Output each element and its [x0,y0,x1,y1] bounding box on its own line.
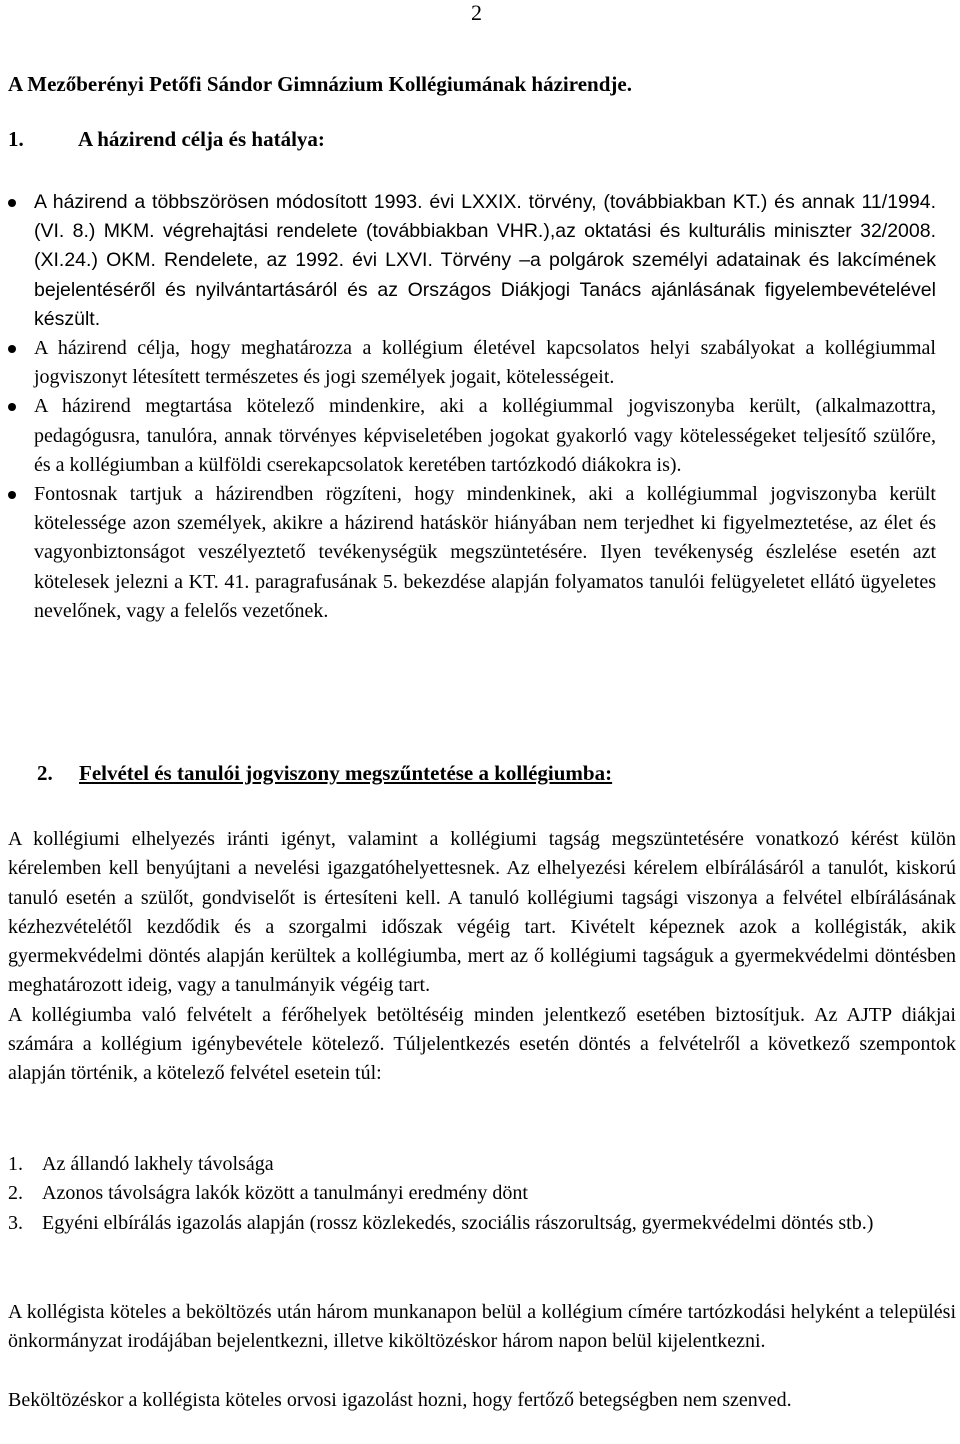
section-1-heading [8,126,325,152]
section-2-heading-text: Felvétel és tanulói jogviszony megszűntetése a kollégiumba: [79,761,613,785]
bullet-icon [8,345,16,353]
bullet-text: A házirend a többszörösen módosított 1993. évi LXXIX. törvény, (továbbiakban KT.) és annak 11/1994. (VI. 8.) MKM. végrehajtási rendelete (továbbiakban VHR.),az oktatási és kulturális miniszter 32/2008. (XI.24.) OKM. Rendelete, az 1992. évi LXVI. Törvény –a polgárok személyi adatainak és lakcímének bejelentéséről és nyilvántartásáról és az Országos Diákjogi Tanács ajánlásának figyelembevételével készült. [34,191,936,330]
criteria-item [8,1209,942,1238]
bullet-item [0,480,936,626]
section-2-number: 2. [37,761,53,785]
criteria-number: 2. [8,1182,23,1205]
bullet-icon [8,491,16,499]
admission-paragraph-part-1: A kollégiumi elhelyezés iránti igényt, valamint a kollégiumi tagság megszüntetésére vonatkozó kérést külön kérelemben kell benyújtani a nevelési igazgatóhelyettesnek. Az elhelyezési kérelem elbírálásáról a tanulót, kiskorú tanuló esetén a szülőt, gondviselőt is értesíteni kell. A tanuló kollégiumi tagsági viszonya a felvétel elbírálásának kézhezvételétől kezdődik és a szorgalmi időszak végéig tart. Kivételt képeznek azok a kollégisták, akik gyermekvédelmi döntés alapján kerültek a kollégiumba, mert az ő kollégiumi tagságuk a gyermekvédelmi döntésben meghatározott ideig, vagy a tanulmányik végéig tart. [8,828,956,997]
section-1-bullet-list [0,188,960,626]
section-1-heading-text: A házirend célja és hatálya: [78,127,325,151]
admission-paragraph [8,825,956,1089]
bullet-text: A házirend megtartása kötelező mindenkire, aki a kollégiummal jogviszonyba került, (alkalmazottra, pedagógusra, tanulóra, annak törvényes képviseletében jogokat gyakorló vagy kötelességeket teljesítő szülőre, és a kollégiumban a külföldi cserekapcsolatok keretében tartózkodó diákokra is). [34,395,936,476]
bullet-item [0,334,936,392]
document-title: A Mezőberényi Petőfi Sándor Gimnázium Kollégiumának házirendje. [8,72,632,96]
admission-criteria-list [8,1150,956,1238]
bullet-text: Fontosnak tartjuk a házirendben rögzíteni, hogy mindenkinek, aki a kollégiummal jogviszonyba került kötelessége azon személyek, akikre a házirend hatáskör hiányában nem terjedhet ki figyelmeztetése, az élet és vagyonbiztonságot veszélyeztető tevékenységük megszüntetésére. Ilyen tevékenység észlelése esetén azt kötelesek jelezni a KT. 41. paragrafusának 5. bekezdése alapján folyamatos tanulói felügyeletet ellátó ügyeletes nevelőnek, vagy a felelős vezetőnek. [34,483,936,622]
criteria-text: Azonos távolságra lakók között a tanulmányi eredmény dönt [42,1182,528,1205]
section-1-number: 1. [8,127,24,151]
criteria-item [8,1150,942,1179]
admission-paragraph-part-2: A kollégiumba való felvételt a férőhelyek betöltéséig minden jelentkező esetében biztosítjuk. Az AJTP diákjai számára a kollégium igénybevétele kötelező. Túljelentkezés esetén döntés a felvételről a következő szempontok alapján történik, a kötelező felvétel esetein túl: [8,1003,956,1085]
bullet-item [0,392,936,480]
bullet-text: A házirend célja, hogy meghatározza a kollégium életével kapcsolatos helyi szabályokat a kollégiummal jogviszonyt létesített természetes és jogi személyek jogait, kötelességeit. [34,337,936,389]
section-2-heading [37,760,612,786]
bullet-icon [8,199,16,207]
criteria-item [8,1179,942,1208]
criteria-text: Az állandó lakhely távolsága [42,1153,274,1175]
bullet-item [0,188,936,334]
page-number: 2 [471,0,482,25]
criteria-number: 1. [8,1153,23,1175]
criteria-text: Egyéni elbírálás igazolás alapján (rossz közlekedés, szociális rászorultság, gyermekvédelmi döntés stb.) [42,1211,874,1234]
medical-certificate-paragraph: Beköltözéskor a kollégista köteles orvosi igazolást hozni, hogy fertőző betegségben nem szenved. [8,1389,792,1411]
bullet-icon [8,403,16,411]
registration-paragraph: A kollégista köteles a beköltözés után három munkanapon belül a kollégium címére tartózkodási helyként a települési önkormányzat irodájában bejelentkezni, illetve kiköltözéskor három napon belül kijelentkezni. [8,1301,956,1353]
criteria-number: 3. [8,1211,23,1234]
